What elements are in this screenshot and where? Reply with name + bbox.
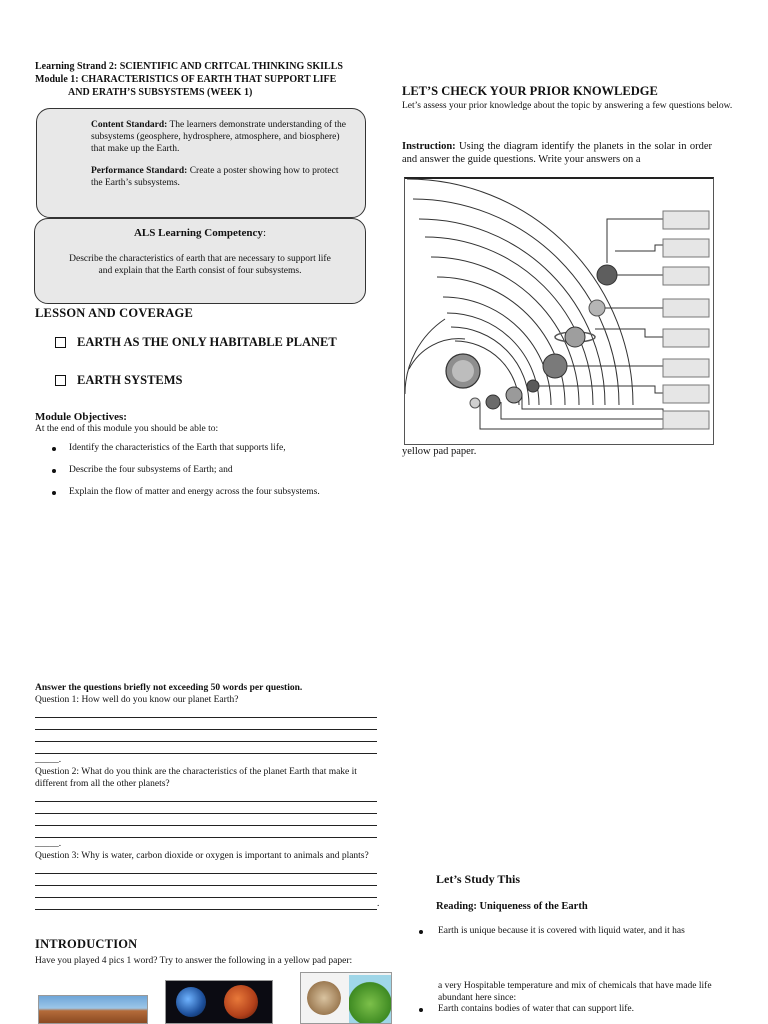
puzzle-image-nature — [300, 972, 392, 1024]
study-bullet-2: Earth contains bodies of water that can support life. — [416, 1004, 746, 1014]
prior-instruction — [402, 140, 712, 166]
instruction-text: Using the diagram identify the planets in the solar in order and answer the guide questions. Write your answers on a — [402, 141, 712, 165]
answer-line[interactable] — [35, 730, 377, 742]
objectives-intro: At the end of this module you should be able to: — [35, 424, 219, 434]
answer-line[interactable] — [35, 814, 377, 826]
instruction-label: Instruction: — [402, 141, 456, 152]
solar-system-diagram — [404, 177, 714, 445]
questions-section — [35, 682, 380, 910]
performance-standard-label: Performance Standard: — [91, 166, 188, 176]
competency-text: Describe the characteristics of earth that are necessary to support life and explain that the Earth consist of four subsystems. — [69, 254, 331, 276]
lesson-item-habitable — [55, 335, 337, 350]
answer-line[interactable] — [35, 706, 377, 718]
answer-end-mark: _____. — [35, 839, 62, 849]
answer-line[interactable] — [35, 862, 377, 874]
header-line-2: Module 1: CHARACTERISTICS OF EARTH THAT SUPPORT LIFE — [35, 74, 337, 85]
study-section — [416, 872, 746, 1014]
lesson-heading: LESSON AND COVERAGE — [35, 306, 193, 320]
performance-standard-text: Create a poster showing how to protect the Earth’s subsystems. — [91, 166, 339, 188]
content-standard — [73, 119, 351, 155]
answer-line[interactable] — [35, 742, 377, 754]
introduction-heading: INTRODUCTION — [35, 937, 138, 951]
competency-title-colon: : — [262, 227, 266, 239]
module-header — [35, 60, 375, 99]
answer-end-mark: _____. — [35, 755, 62, 765]
header-line-3: AND ERATH’S SUBSYSTEMS (WEEK 1) — [68, 87, 253, 98]
study-bullet-1-cont: a very Hospitable temperature and mix of chemicals that have made life abundant here since: — [438, 981, 712, 1003]
question-1: Question 1: How well do you know our planet Earth? — [35, 695, 239, 705]
lesson-item-systems — [55, 373, 183, 388]
reading-title: Reading: Uniqueness of the Earth — [436, 901, 588, 912]
answer-line[interactable] — [35, 898, 380, 910]
lesson-item-label: EARTH AS THE ONLY HABITABLE PLANET — [77, 335, 337, 349]
answer-line[interactable] — [35, 790, 377, 802]
answer-lines-1 — [35, 706, 380, 766]
study-bullet-1: Earth is unique because it is covered with liquid water, and it has — [416, 926, 746, 936]
content-standard-text: The learners demonstrate understanding of the subsystems (geosphere, hydrosphere, atmosphere, and biosphere) that make up the Earth. — [91, 120, 346, 154]
content-standard-label: Content Standard: — [91, 120, 168, 130]
introduction-text: Have you played 4 pics 1 word? Try to answer the following in a yellow pad paper: — [35, 956, 353, 966]
answer-lines-3 — [35, 862, 380, 910]
prior-knowledge-heading: LET’S CHECK YOUR PRIOR KNOWLEDGE — [402, 84, 658, 98]
answer-line[interactable] — [35, 826, 377, 838]
question-3: Question 3: Why is water, carbon dioxide or oxygen is important to animals and plants? — [35, 851, 369, 861]
puzzle-image-planets — [165, 980, 273, 1024]
questions-instruction: Answer the questions briefly not exceeding 50 words per question. — [35, 683, 303, 693]
study-list-2 — [416, 1004, 746, 1014]
standards-box — [36, 108, 366, 218]
answer-line[interactable] — [35, 718, 377, 730]
answer-end-dot: . — [377, 899, 380, 909]
prior-knowledge-text: Let’s assess your prior knowledge about the topic by answering a few questions below. — [402, 101, 733, 111]
objective-item: Explain the flow of matter and energy across the four subsystems. — [35, 487, 380, 497]
after-diagram-text: yellow pad paper. — [402, 446, 477, 457]
competency-box — [34, 218, 366, 304]
checkbox-icon — [55, 375, 66, 386]
answer-lines-2 — [35, 790, 380, 850]
answer-line[interactable] — [35, 802, 377, 814]
competency-title — [49, 227, 351, 239]
objectives-list — [35, 443, 380, 497]
objective-item: Identify the characteristics of the Earth that supports life, — [35, 443, 380, 453]
header-line-1: Learning Strand 2: SCIENTIFIC AND CRITCAL THINKING SKILLS — [35, 61, 343, 72]
study-heading: Let’s Study This — [436, 872, 521, 886]
objectives-heading: Module Objectives: — [35, 411, 127, 423]
checkbox-icon — [55, 337, 66, 348]
objectives-section — [35, 411, 380, 509]
performance-standard — [73, 165, 351, 189]
lesson-item-label: EARTH SYSTEMS — [77, 373, 183, 387]
puzzle-image-desert — [38, 995, 148, 1024]
answer-line[interactable] — [35, 874, 377, 886]
question-2: Question 2: What do you think are the characteristics of the planet Earth that make it different from all the other planets? — [35, 767, 357, 789]
answer-line[interactable] — [35, 886, 377, 898]
objective-item: Describe the four subsystems of Earth; and — [35, 465, 380, 475]
study-list — [416, 926, 746, 936]
competency-title-bold: ALS Learning Competency — [133, 227, 263, 239]
solar-system-svg — [405, 179, 713, 443]
